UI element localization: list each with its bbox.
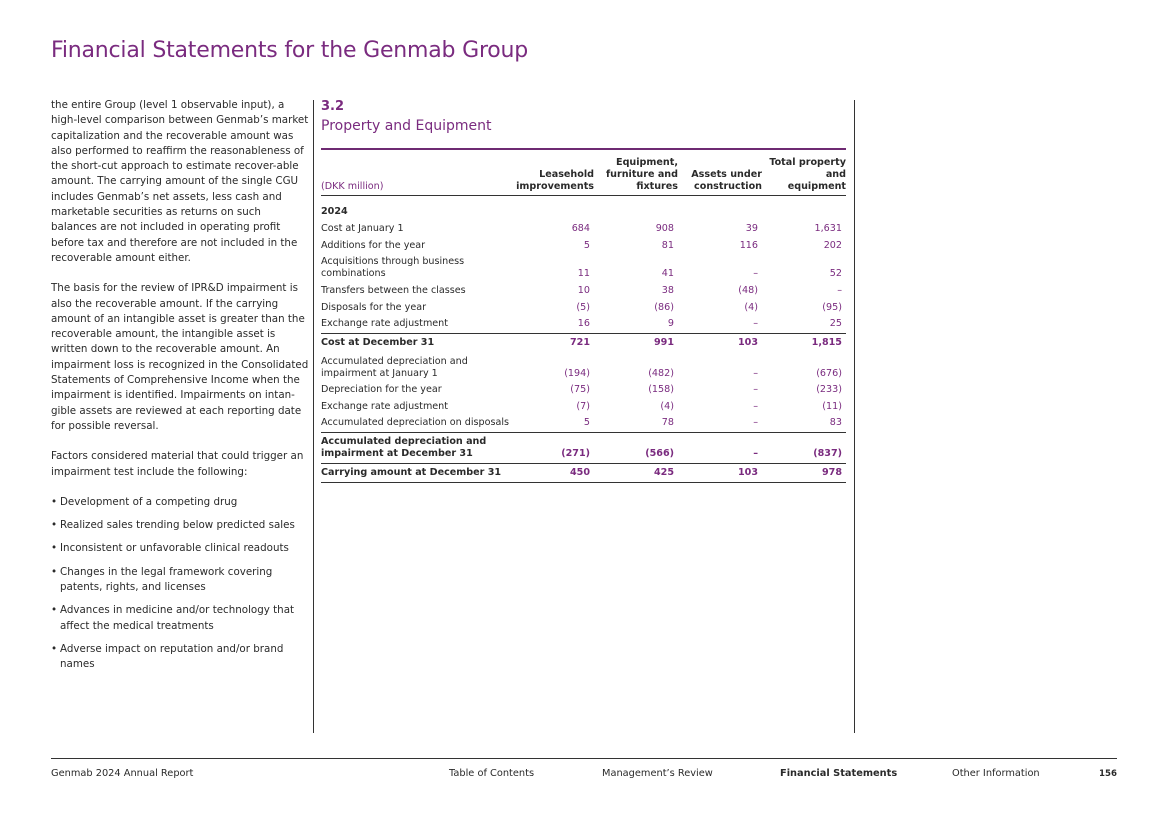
property-equipment-table: [321, 157, 846, 483]
row-label: Acquisitions through business combinations: [321, 256, 465, 280]
table-cell: (233): [816, 384, 842, 396]
column-header: Assets under construction: [691, 169, 762, 192]
note-number: 3.2: [321, 99, 345, 114]
table-row: [321, 299, 846, 316]
table-cell: 1,815: [762, 333, 846, 352]
row-label: Exchange rate adjustment: [321, 318, 449, 330]
table-cell: (158): [648, 384, 674, 396]
row-label: Accumulated depreciation on disposals: [321, 417, 510, 429]
table-row: [321, 463, 846, 482]
table-cell: 103: [678, 333, 762, 352]
nav-link-managements-review[interactable]: Management’s Review: [602, 768, 713, 779]
column-header: Leasehold improvements: [516, 169, 594, 192]
table-cell: (837): [762, 432, 846, 463]
nav-link-other-information[interactable]: Other Information: [952, 768, 1040, 779]
column-divider-right: [854, 100, 855, 733]
table-cell: 978: [762, 463, 846, 482]
table-cell: 5: [583, 239, 590, 251]
table-row: [321, 352, 846, 382]
table-cell: –: [753, 417, 758, 429]
table-cell: (11): [822, 400, 842, 412]
list-item: • Development of a competing drug: [51, 495, 309, 510]
table-cell: 38: [661, 285, 674, 297]
table-row: [321, 254, 846, 283]
table-row: [321, 415, 846, 432]
table-row: [321, 283, 846, 300]
table-cell: –: [753, 318, 758, 330]
list-item: • Inconsistent or unfavorable clinical readouts: [51, 541, 309, 556]
table-cell: 684: [571, 223, 590, 235]
table-row: [321, 221, 846, 238]
table-cell: (75): [570, 384, 590, 396]
table-cell: 52: [829, 268, 842, 280]
table-cell: (676): [816, 367, 842, 379]
table-cell: –: [753, 268, 758, 280]
nav-link-table-of-contents[interactable]: Table of Contents: [449, 768, 535, 779]
table-cell: 425: [594, 463, 678, 482]
table-cell: 10: [577, 285, 590, 297]
table-row: [321, 316, 846, 333]
table-cell: (7): [576, 400, 590, 412]
list-item: • Realized sales trending below predicted sales: [51, 518, 309, 533]
table-cell: (4): [744, 301, 758, 313]
list-item: • Changes in the legal framework covering patents, rights, and licenses: [51, 565, 309, 596]
table-cell: 39: [745, 223, 758, 235]
paragraph: the entire Group (level 1 observable input), a high-level comparison between Genmab’s market capitalization and the recoverable amount was also performed to reaffirm the reasonableness of the short-cut approach to estimate recover-able amount. The carrying amount of the single CGU includes Genmab’s net assets, less cash and marketable securities as returns on such balances are not included in operating profit before tax and therefore are not included in the recoverable amount either.: [51, 99, 309, 264]
page-number: 156: [1099, 769, 1117, 779]
table-cell: –: [753, 384, 758, 396]
table-cell: 25: [829, 318, 842, 330]
table-cell: 450: [510, 463, 594, 482]
table-cell: 5: [583, 417, 590, 429]
table-cell: –: [678, 432, 762, 463]
list-item: • Advances in medicine and/or technology that affect the medical treatments: [51, 603, 309, 634]
note-title: Property and Equipment: [321, 118, 492, 134]
table-cell: 721: [510, 333, 594, 352]
table-cell: 81: [661, 239, 674, 251]
table-cell: 991: [594, 333, 678, 352]
column-header: Total property and equipment: [769, 157, 846, 192]
row-label: Disposals for the year: [321, 301, 427, 313]
row-label: Exchange rate adjustment: [321, 400, 449, 412]
paragraph: Factors considered material that could trigger an impairment test include the following:: [51, 450, 304, 478]
row-label: Transfers between the classes: [321, 285, 466, 297]
table-cell: (86): [654, 301, 674, 313]
table-cell: (95): [822, 301, 842, 313]
table-cell: 1,631: [814, 223, 842, 235]
table-cell: 116: [739, 239, 758, 251]
report-name: Genmab 2024 Annual Report: [51, 768, 194, 779]
row-label: Cost at January 1: [321, 223, 404, 235]
table-cell: (48): [738, 285, 758, 297]
unit-label: (DKK million): [321, 181, 384, 192]
row-label: Accumulated depreciation and impairment at January 1: [321, 355, 468, 379]
nav-link-financial-statements[interactable]: Financial Statements: [780, 768, 898, 779]
table-header-row: [321, 157, 846, 196]
footer-rule: [51, 758, 1117, 759]
row-label: Accumulated depreciation and impairment at December 31: [321, 432, 510, 463]
table-row: [321, 333, 846, 352]
note-title-rule: [321, 148, 846, 150]
table-row: [321, 238, 846, 255]
table-cell: (566): [594, 432, 678, 463]
table-cell: 9: [667, 318, 674, 330]
note-section: [321, 98, 846, 483]
page-title: Financial Statements for the Genmab Group: [51, 38, 529, 63]
row-label: Cost at December 31: [321, 333, 510, 352]
table-cell: –: [753, 367, 758, 379]
table-cell: 41: [661, 268, 674, 280]
table-cell: (4): [660, 400, 674, 412]
table-row: [321, 382, 846, 399]
year-row: [321, 196, 846, 222]
table-cell: (194): [564, 367, 590, 379]
table-cell: 16: [577, 318, 590, 330]
column-divider-left: [313, 100, 314, 733]
table-cell: 202: [823, 239, 842, 251]
table-cell: (482): [648, 367, 674, 379]
table-cell: –: [753, 400, 758, 412]
table-cell: 83: [829, 417, 842, 429]
table-row: [321, 432, 846, 463]
left-column-text: [51, 98, 309, 681]
table-cell: 103: [678, 463, 762, 482]
year-label: 2024: [321, 206, 348, 217]
list-item: • Adverse impact on reputation and/or brand names: [51, 642, 309, 673]
column-header: Equipment, furniture and fixtures: [605, 157, 678, 192]
table-cell: (271): [510, 432, 594, 463]
table-cell: –: [837, 285, 842, 297]
paragraph: The basis for the review of IPR&D impairment is also the recoverable amount. If the carrying amount of an intangible asset is greater than the recoverable amount, the intangible asset is written down to the recoverable amount. An impairment loss is recognized in the Consolidated Statements of Comprehensive Income when the impairment is identified. Impairments on intan-gible assets are reviewed at each reporting date for possible reversal.: [51, 282, 309, 432]
table-cell: 11: [577, 268, 590, 280]
table-cell: 908: [655, 223, 674, 235]
row-label: Carrying amount at December 31: [321, 463, 510, 482]
table-cell: 78: [661, 417, 674, 429]
row-label: Depreciation for the year: [321, 384, 442, 396]
table-cell: (5): [576, 301, 590, 313]
row-label: Additions for the year: [321, 239, 426, 251]
impairment-trigger-list: [51, 495, 309, 673]
table-row: [321, 398, 846, 415]
